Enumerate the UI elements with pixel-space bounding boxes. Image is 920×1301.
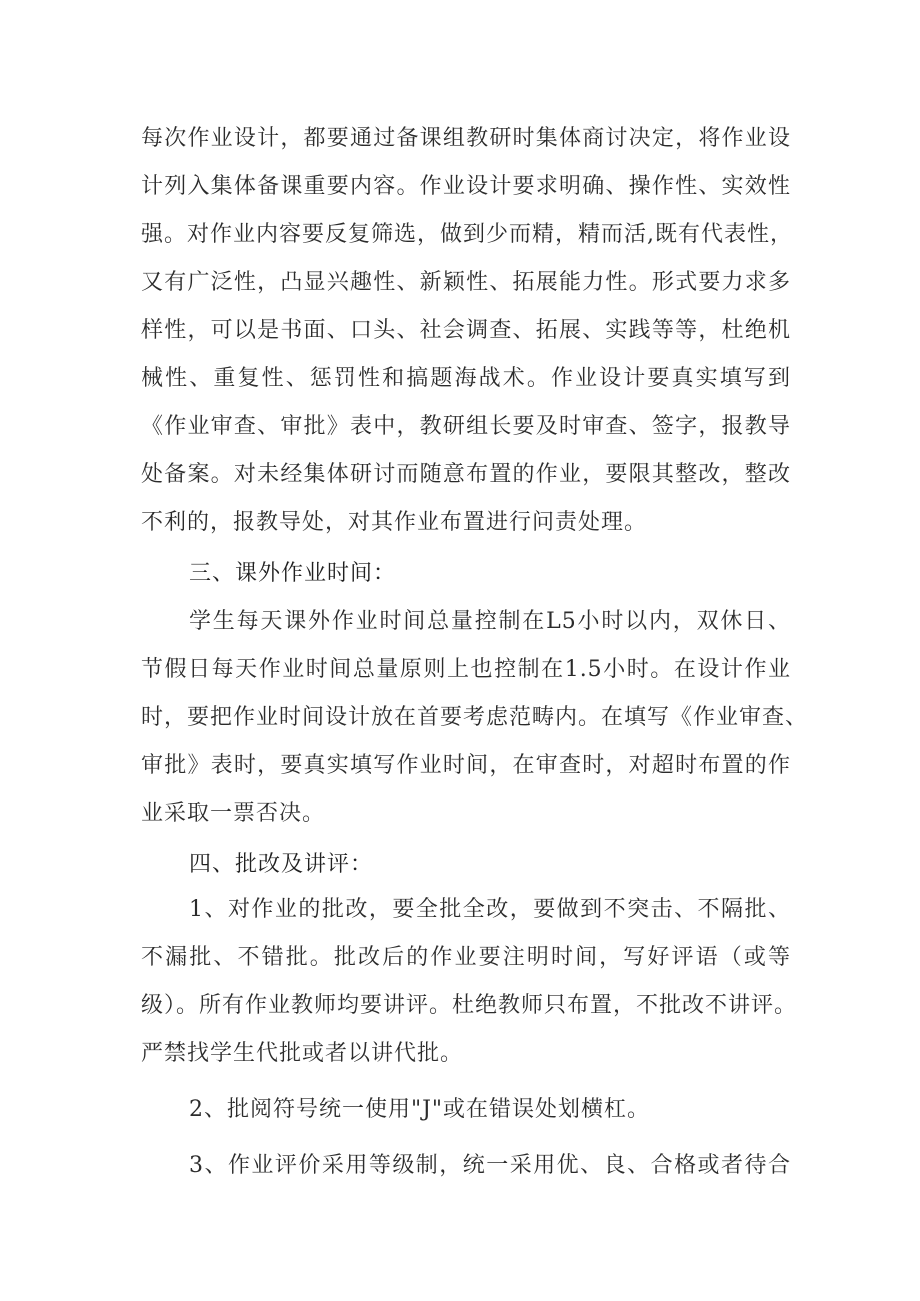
paragraph-line: 严禁找学生代批或者以讲代批。	[141, 1041, 464, 1066]
paragraph-line: 强。对作业内容要反复筛选，做到少而精，精而活,既有代表性，	[141, 222, 793, 247]
paragraph-line: 1、对作业的批改，要全批全改，要做到不突击、不隔批、	[189, 897, 791, 922]
paragraph-line: 节假日每天作业时间总量原则上也控制在1.5小时。在设计作业	[141, 657, 791, 682]
paragraph-line: 械性、重复性、惩罚性和搞题海战术。作业设计要真实填写到	[141, 366, 791, 391]
paragraph-line: 又有广泛性，凸显兴趣性、新颖性、拓展能力性。形式要力求多	[141, 270, 791, 295]
paragraph-line: 不漏批、不错批。批改后的作业要注明时间，写好评语（或等	[141, 945, 791, 970]
paragraph-line: 时，要把作业时间设计放在首要考虑范畴内。在填写《作业审查、	[141, 705, 809, 730]
paragraph-line: 每次作业设计，都要通过备课组教研时集体商讨决定，将作业设	[141, 126, 791, 151]
paragraph-line: 处备案。对未经集体研讨而随意布置的作业，要限其整改，整改	[141, 462, 791, 487]
section-heading-3: 三、课外作业时间：	[189, 561, 397, 586]
paragraph-line: 业采取一票否决。	[141, 801, 326, 826]
section-heading-4: 四、批改及讲评：	[189, 852, 374, 877]
paragraph-line: 不利的，报教导处，对其作业布置进行问责处理。	[141, 510, 648, 535]
paragraph-line: 学生每天课外作业时间总量控制在L5小时以内，双休日、	[189, 609, 791, 634]
paragraph-line: 2、批阅符号统一使用"J"或在错误处划横杠。	[189, 1097, 651, 1122]
paragraph-line: 3、作业评价采用等级制，统一采用优、良、合格或者待合	[189, 1153, 791, 1178]
paragraph-line: 级）。所有作业教师均要讲评。杜绝教师只布置，不批改不讲评。	[141, 993, 798, 1018]
paragraph-line: 审批》表时，要真实填写作业时间，在审查时，对超时布置的作	[141, 753, 791, 778]
paragraph-line: 样性，可以是书面、口头、社会调查、拓展、实践等等，杜绝机	[141, 318, 791, 343]
paragraph-line: 《作业审查、审批》表中，教研组长要及时审查、签字，报教导	[141, 414, 791, 439]
paragraph-line: 计列入集体备课重要内容。作业设计要求明确、操作性、实效性	[141, 174, 791, 199]
